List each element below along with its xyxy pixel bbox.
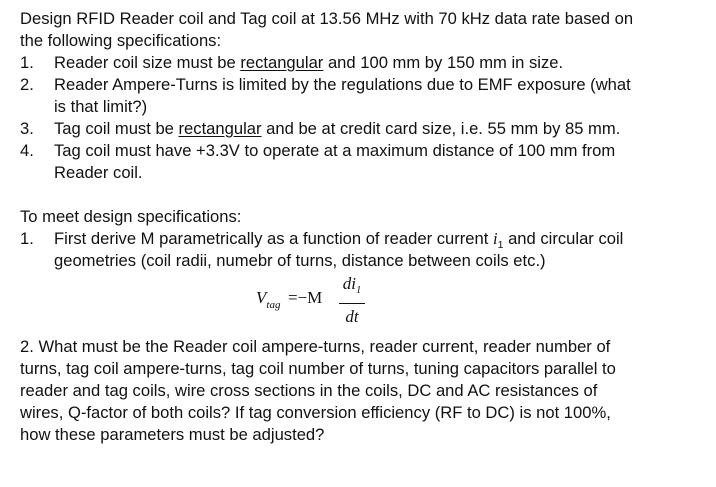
current-subscript: 1 [497,239,504,251]
equation-fraction [339,274,365,327]
question-2-line: 2. What must be the Reader coil ampere-turns, reader current, reader number of [20,337,611,356]
question-2-line: wires, Q-factor of both coils? If tag conversion efficiency (RF to DC) is not 100%, [20,403,611,422]
spec-number: 3. [20,119,34,138]
equation [20,274,700,326]
intro-line-1: Design RFID Reader coil and Tag coil at 13.56 MHz with 70 kHz data rate based on [20,9,634,28]
meet-text-part: First derive M parametrically as a function of reader current [54,229,493,248]
question-2-line: how these parameters must be adjusted? [20,425,325,444]
meet-item-1 [20,228,700,272]
spec-number: 2. [20,75,34,94]
spec-item-3 [20,118,700,140]
spec-text-line-1: Reader Ampere-Turns is limited by the regulations due to EMF exposure (what [54,75,631,94]
fraction-bar [339,303,365,304]
document-body [20,8,700,446]
spec-underlined-word: rectangular [240,53,324,72]
spec-text-part: and 100 mm by 150 mm in size. [323,53,564,72]
spec-item-1 [20,52,700,74]
fraction-denominator: dt [345,307,359,326]
question-2-line: turns, tag coil ampere-turns, tag coil number of turns, tuning capacitors parallel to [20,359,616,378]
meet-text-line-1 [54,228,700,250]
numerator-subscript: 1 [355,285,362,296]
meet-number: 1. [20,229,34,248]
equation-operator: =−M [288,288,323,307]
question-2-line: reader and tag coils, wire cross sections in the coils, DC and AC resistances of [20,381,598,400]
fraction-numerator [339,274,365,301]
spec-text-line-2: Reader coil. [54,163,143,182]
spacer [20,184,700,206]
spec-text-line-1: Tag coil must have +3.3V to operate at a maximum distance of 100 mm from [54,141,616,160]
spec-number: 1. [20,53,34,72]
spec-item-2 [20,74,700,118]
intro-line-2: the following specifications: [20,31,222,50]
meet-heading: To meet design specifications: [20,207,242,226]
spec-text-line-2: is that limit?) [54,97,148,116]
equation-lhs-variable: V [256,288,267,307]
current-variable: i [492,229,498,248]
spec-text [54,118,700,140]
spec-item-4 [20,140,700,184]
numerator-variable: di [342,274,356,293]
equation-lhs [256,287,280,316]
meet-text-line-2: geometries (coil radii, numebr of turns, distance between coils etc.) [54,251,546,270]
spec-text [54,52,700,74]
equation-lhs-subscript: tag [266,299,281,311]
spec-number: 4. [20,141,34,160]
spec-text-part: and be at credit card size, i.e. 55 mm by 85 mm. [261,119,621,138]
spec-text-part: Tag coil must be [54,119,179,138]
meet-text-part: and circular coil [503,229,624,248]
question-2 [20,336,700,446]
spec-text-part: Reader coil size must be [54,53,241,72]
spec-underlined-word: rectangular [178,119,262,138]
